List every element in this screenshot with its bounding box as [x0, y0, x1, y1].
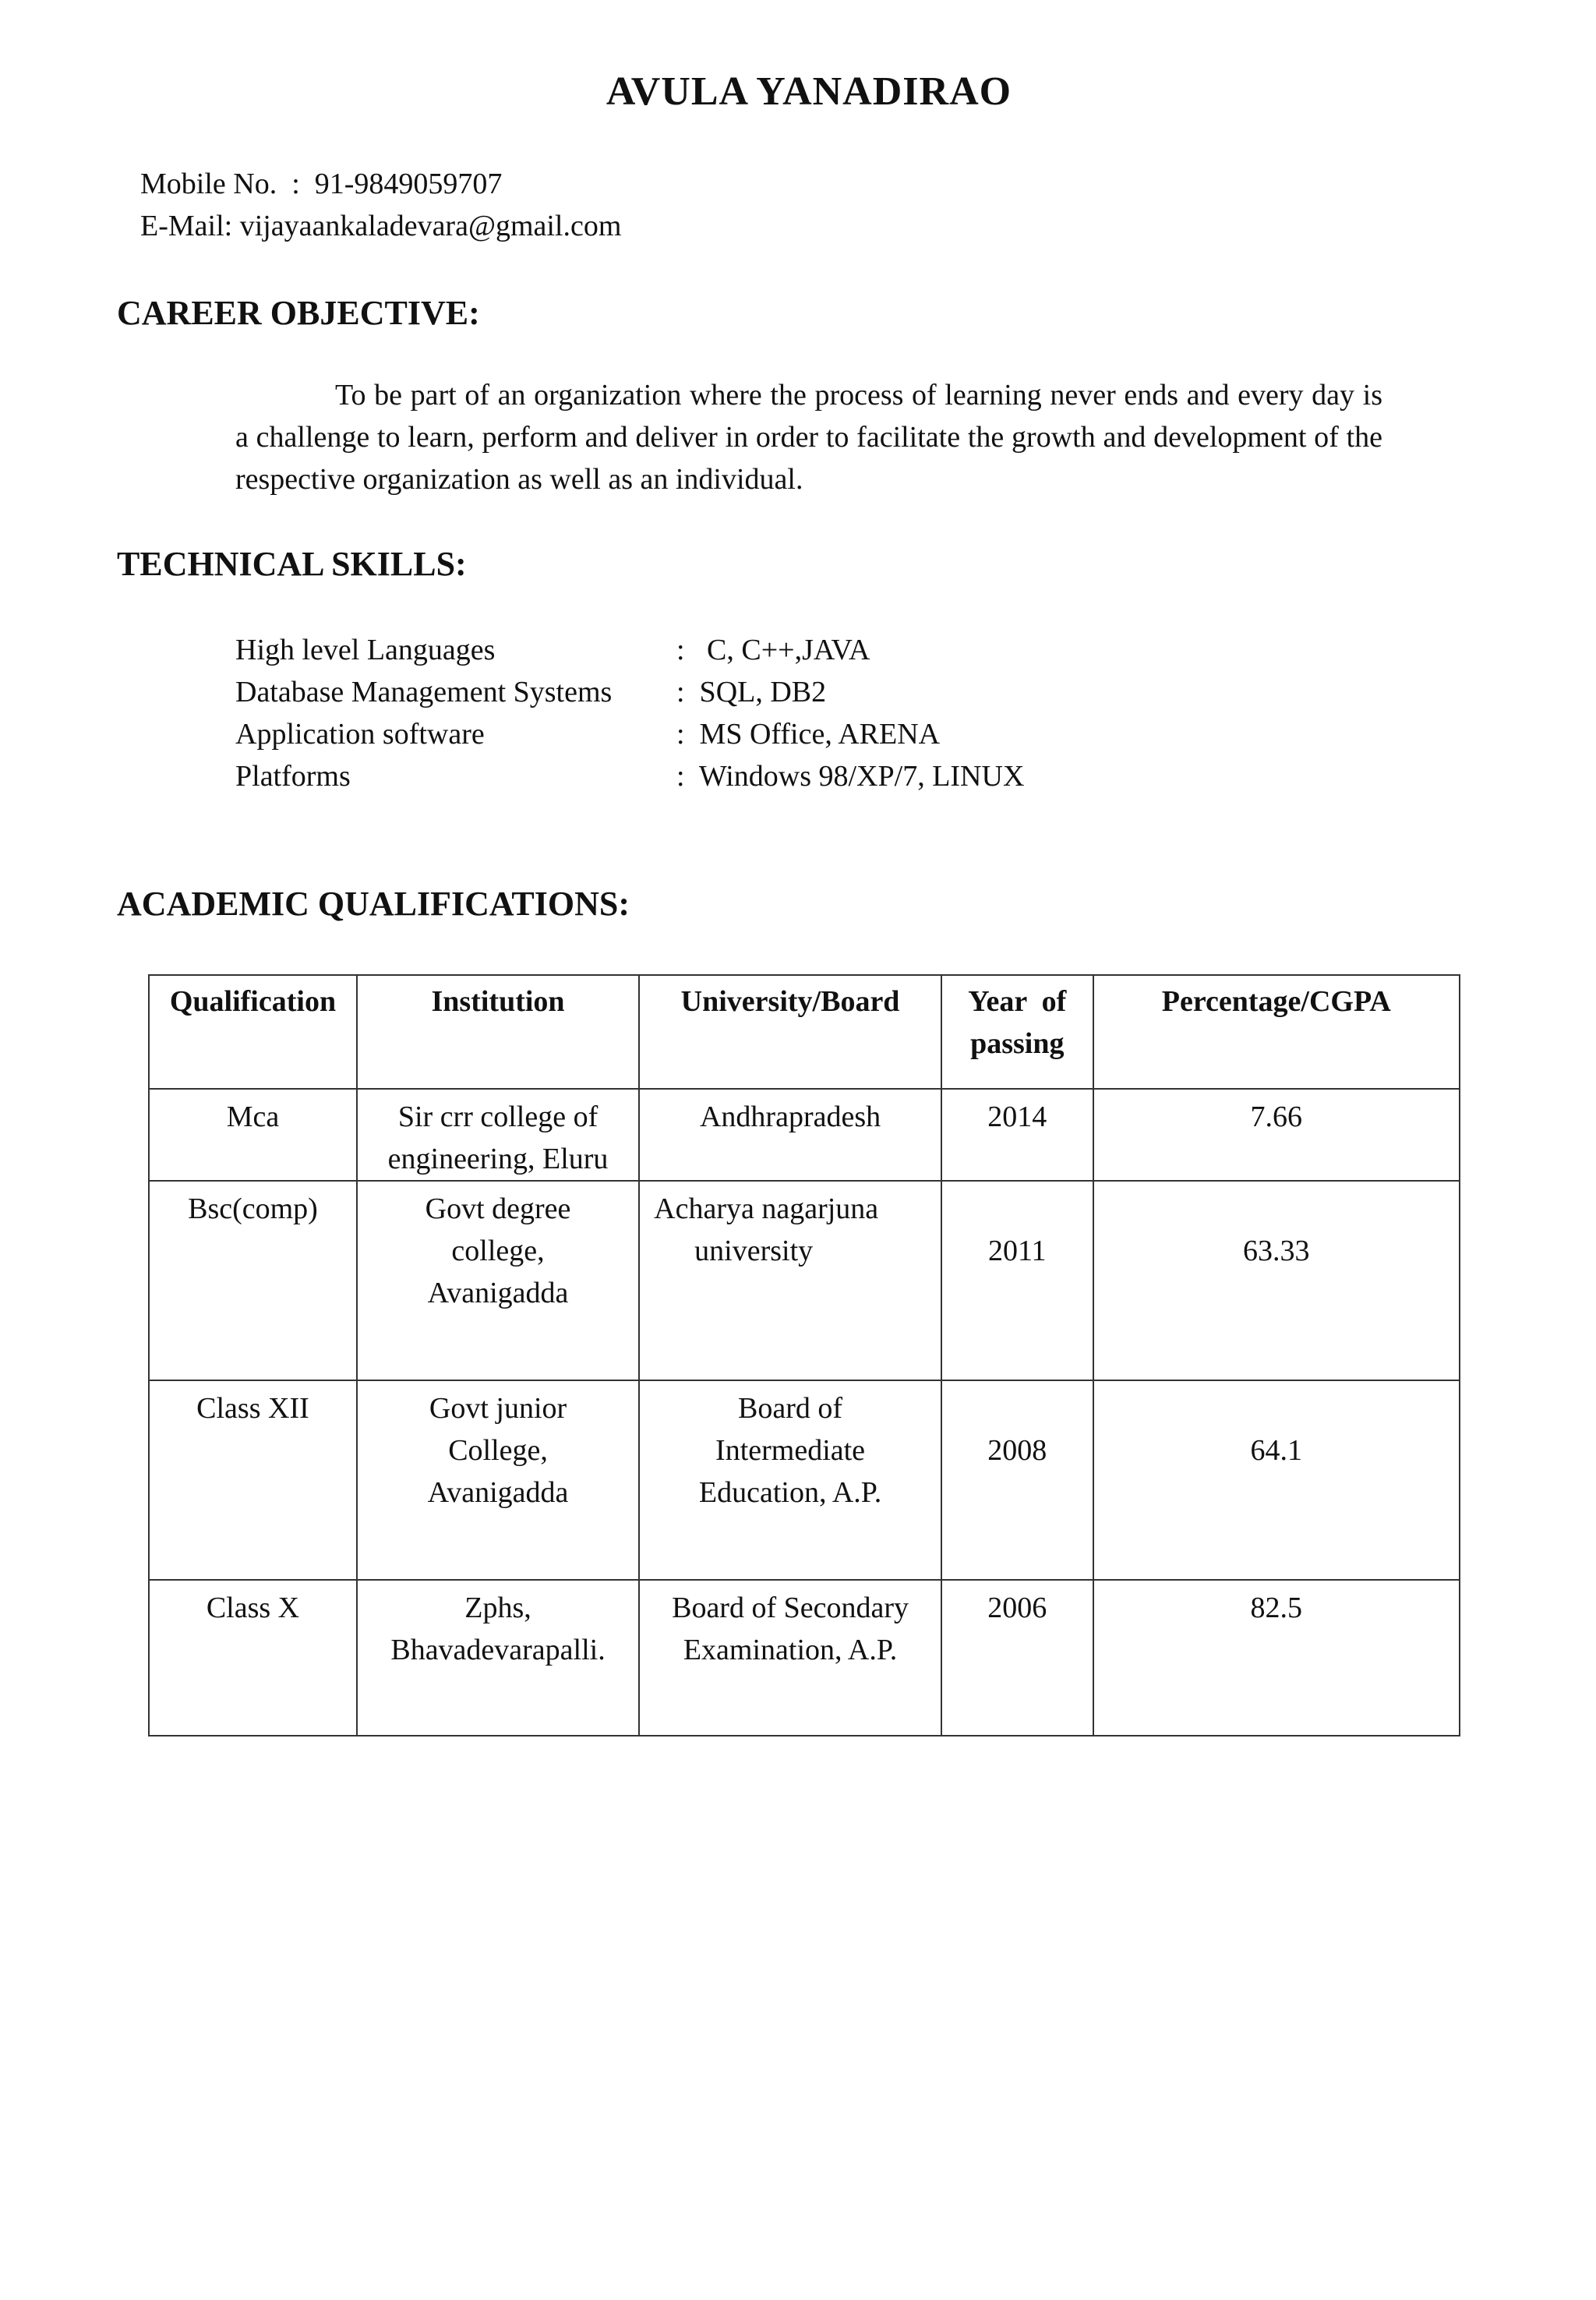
- cell-qualification: Class XII: [149, 1380, 357, 1580]
- skill-label: Database Management Systems: [235, 676, 613, 708]
- cell-year: 2006: [941, 1580, 1093, 1736]
- cell-line: Intermediate: [715, 1434, 866, 1467]
- skill-label: High level Languages: [235, 634, 496, 666]
- header-institution: Institution: [357, 975, 639, 1089]
- header-qualification: Qualification: [149, 975, 357, 1089]
- cell-qualification: Mca: [149, 1089, 357, 1181]
- cell-line: Avanigadda: [427, 1277, 569, 1309]
- cell-line: Education, A.P.: [698, 1476, 882, 1509]
- cell-line: Bhavadevarapalli.: [390, 1634, 606, 1666]
- career-objective-heading: CAREER OBJECTIVE:: [117, 294, 480, 332]
- cell-line: Andhrapradesh: [699, 1101, 881, 1133]
- skill-label: Platforms: [235, 760, 351, 793]
- skill-value: : Windows 98/XP/7, LINUX: [676, 760, 1025, 793]
- cell-percentage: 7.66: [1093, 1089, 1460, 1181]
- cell-qualification: Class X: [149, 1580, 357, 1736]
- header-year-line1: Year of: [968, 985, 1067, 1018]
- candidate-name: AVULA YANADIRAO: [606, 69, 1012, 114]
- skill-label: Application software: [235, 718, 485, 751]
- mobile-number: Mobile No. : 91-9849059707: [140, 168, 503, 200]
- cell-institution: [357, 1380, 639, 1580]
- cell-university: [639, 1580, 941, 1736]
- cell-line: Govt degree: [425, 1192, 571, 1225]
- cell-institution: [357, 1580, 639, 1736]
- academic-qualifications-table: [148, 974, 1460, 1736]
- cell-line: Zphs,: [464, 1592, 531, 1624]
- cell-year: 2014: [941, 1089, 1093, 1181]
- header-percentage: Percentage/CGPA: [1093, 975, 1460, 1089]
- cell-line: Board of Secondary: [672, 1592, 909, 1624]
- cell-university: [639, 1380, 941, 1580]
- cell-line: Govt junior: [429, 1392, 567, 1425]
- cell-university: [639, 1089, 941, 1181]
- cell-percentage: 63.33: [1093, 1181, 1460, 1380]
- skill-value: : MS Office, ARENA: [676, 718, 941, 751]
- cell-qualification: Bsc(comp): [149, 1181, 357, 1380]
- email-address: E-Mail: vijayaankaladevara@gmail.com: [140, 210, 622, 242]
- table-row: [149, 1181, 1460, 1380]
- cell-line: Board of: [738, 1392, 843, 1425]
- skill-value: : SQL, DB2: [676, 676, 827, 708]
- cell-institution: [357, 1089, 639, 1181]
- cell-percentage: 82.5: [1093, 1580, 1460, 1736]
- header-year: [941, 975, 1093, 1089]
- skill-value: : C, C++,JAVA: [676, 634, 870, 666]
- cell-line: College,: [448, 1434, 548, 1467]
- cell-institution: [357, 1181, 639, 1380]
- cell-line: Sir crr college of: [397, 1101, 598, 1133]
- table-row: [149, 1580, 1460, 1736]
- cell-line: Acharya nagarjuna: [654, 1192, 879, 1225]
- technical-skills-heading: TECHNICAL SKILLS:: [117, 545, 467, 583]
- cell-year: 2008: [941, 1380, 1093, 1580]
- cell-line: Examination, A.P.: [683, 1634, 898, 1666]
- table-row: [149, 1089, 1460, 1181]
- table-row: [149, 1380, 1460, 1580]
- header-year-line2: passing: [970, 1027, 1065, 1060]
- cell-line: college,: [451, 1235, 545, 1267]
- header-university: University/Board: [639, 975, 941, 1089]
- cell-line: engineering, Eluru: [387, 1143, 609, 1175]
- cell-line: Avanigadda: [427, 1476, 569, 1509]
- table-header-row: [149, 975, 1460, 1089]
- cell-university: [639, 1181, 941, 1380]
- academic-qualifications-heading: ACADEMIC QUALIFICATIONS:: [117, 885, 630, 923]
- career-objective-text: To be part of an organization where the process of learning never ends and every day is a challenge to learn, perform and deliver in order to facilitate the growth and development of the respective organization as well as an individual.: [235, 379, 1382, 496]
- cell-year: 2011: [941, 1181, 1093, 1380]
- cell-line: university: [694, 1235, 814, 1267]
- cell-percentage: 64.1: [1093, 1380, 1460, 1580]
